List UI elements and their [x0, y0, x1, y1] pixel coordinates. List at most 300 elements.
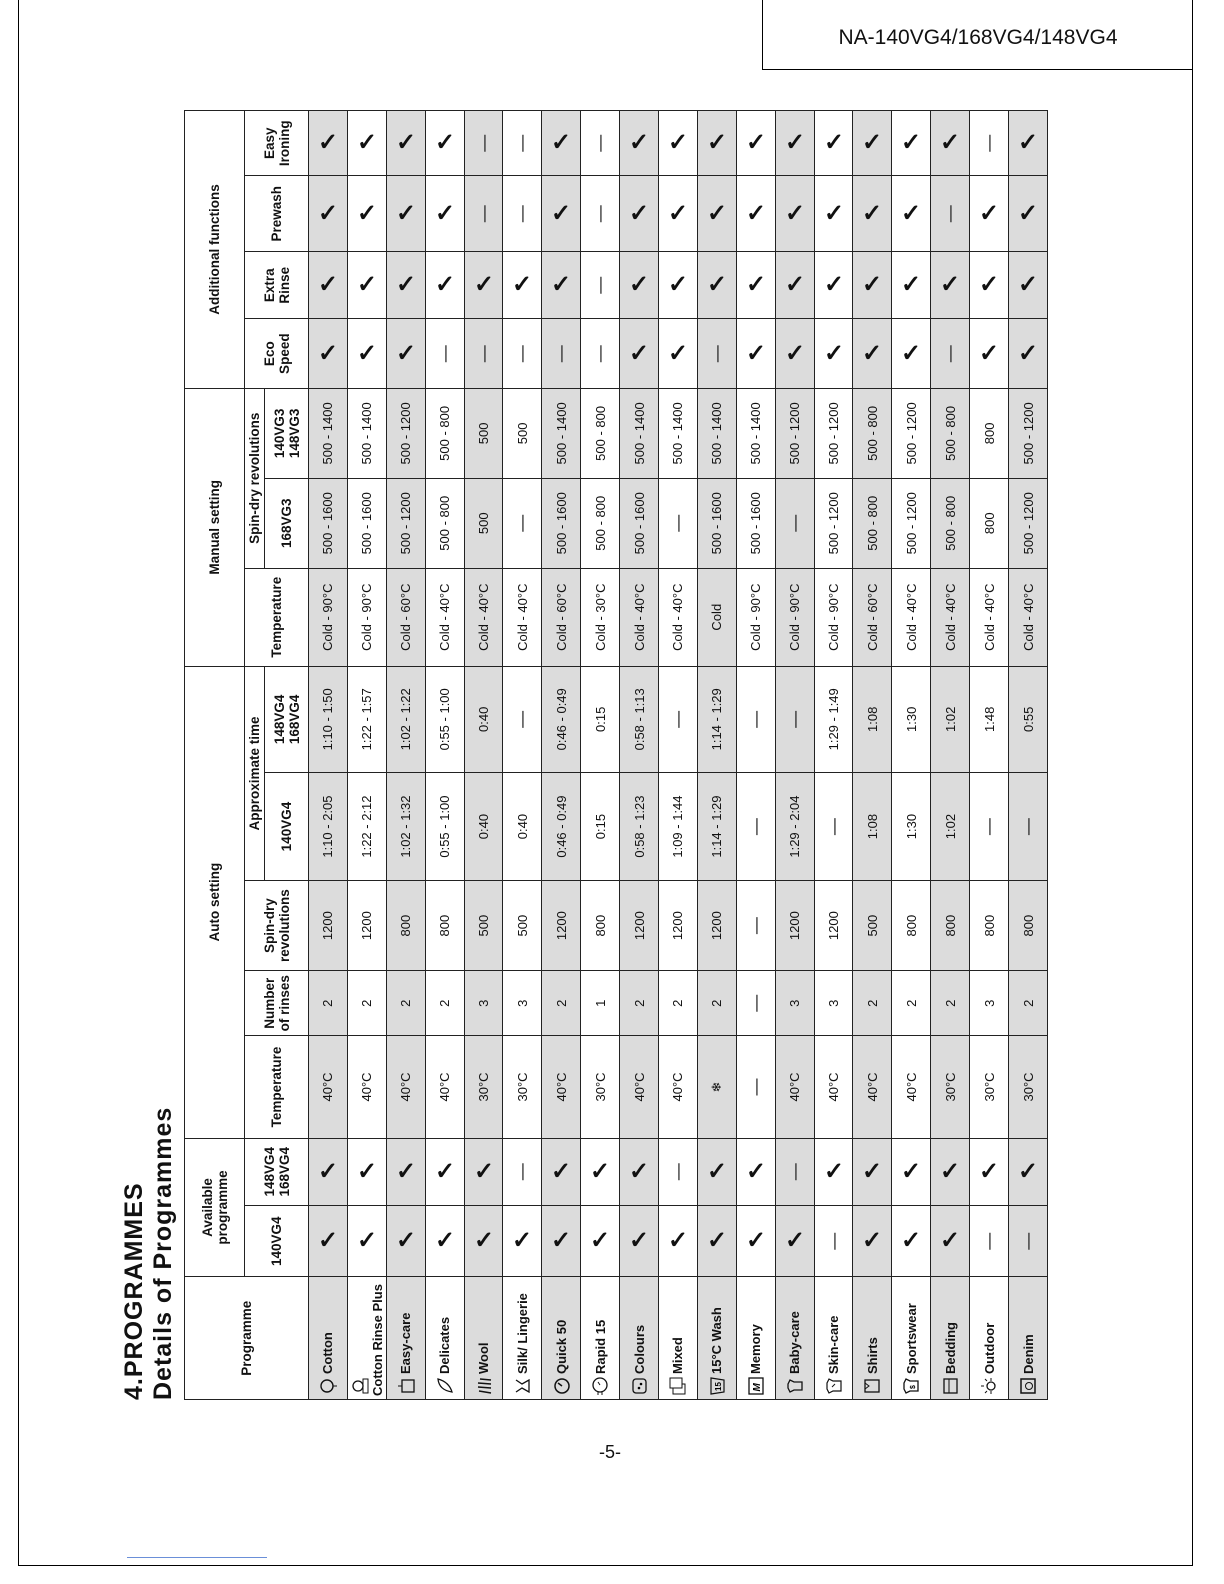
check-icon: ✓	[940, 271, 961, 299]
auto-temperature-value: 30°C	[592, 1072, 608, 1102]
eco-speed-cell	[464, 319, 503, 388]
check-icon: ✓	[862, 129, 883, 157]
prewash-cell	[347, 176, 386, 252]
easy-ironing-cell	[581, 111, 620, 176]
spin-168vg3-cell	[853, 478, 892, 568]
auto-temperature-value: 40°C	[903, 1072, 919, 1102]
avail-140vg4-cell	[542, 1205, 581, 1276]
auto-temperature-value: 40°C	[359, 1072, 375, 1102]
dash-mark: —	[745, 917, 765, 935]
check-icon: ✓	[784, 199, 805, 227]
dash-mark: —	[434, 345, 454, 363]
eco-speed-cell	[581, 319, 620, 388]
programme-name-cell	[425, 1277, 464, 1400]
programme-name: Silk/ Lingerie	[514, 1293, 530, 1374]
table-row	[931, 111, 970, 1400]
spin-140-148vg3-cell	[853, 388, 892, 478]
prewash-cell	[503, 176, 542, 252]
check-icon: ✓	[551, 1227, 572, 1255]
programme-name: 15°C Wash	[709, 1307, 725, 1374]
section-title: 4.PROGRAMMES	[120, 1182, 148, 1400]
prewash-cell	[1009, 176, 1048, 252]
manual-temperature-cell	[814, 568, 853, 666]
check-icon: ✓	[901, 1227, 922, 1255]
dash-mark: —	[512, 514, 532, 532]
time-148-168vg4-value: 1:22 - 1:57	[359, 688, 375, 751]
rinses-cell	[659, 971, 698, 1036]
header-approx-time: Approximate time	[245, 666, 265, 880]
programme-name-cell	[931, 1277, 970, 1400]
auto-spin-cell	[309, 881, 348, 971]
check-icon: ✓	[1017, 199, 1039, 227]
time-140vg4-cell	[775, 772, 814, 880]
spin-168vg3-value: 500 - 1600	[631, 492, 647, 555]
dash-mark: —	[979, 818, 999, 836]
prewash-cell	[814, 176, 853, 252]
header-spin: Spin-dry revolutions	[245, 881, 309, 971]
auto-temperature-value: 30°C	[514, 1072, 530, 1102]
dash-mark: —	[1018, 1232, 1038, 1250]
spin-168vg3-value: 500 - 1200	[1020, 492, 1036, 555]
avail-148-168vg4-cell	[775, 1138, 814, 1205]
check-icon: ✓	[823, 129, 844, 157]
prewash-cell	[386, 176, 425, 252]
check-icon: ✓	[434, 199, 455, 227]
spin-140-148vg3-value: 500 - 1200	[903, 402, 919, 465]
avail-140vg4-cell	[581, 1205, 620, 1276]
auto-temperature-cell	[775, 1036, 814, 1138]
check-icon: ✓	[512, 1227, 533, 1255]
header-temperature: Temperature	[245, 1036, 309, 1138]
spin-140-148vg3-value: 500 - 800	[437, 405, 453, 461]
check-icon: ✓	[356, 129, 377, 157]
auto-spin-value: 1200	[553, 911, 569, 941]
check-icon: ✓	[629, 1157, 650, 1185]
time-140vg4-cell	[425, 772, 464, 880]
avail-148-168vg4-cell	[542, 1138, 581, 1205]
check-icon: ✓	[317, 1157, 338, 1185]
dash-mark: —	[940, 205, 960, 223]
auto-spin-cell	[736, 881, 775, 971]
avail-148-168vg4-cell	[853, 1138, 892, 1205]
auto-temperature-value: 40°C	[826, 1072, 842, 1102]
extra-rinse-cell	[581, 252, 620, 319]
spin-168vg3-value: 500 - 1200	[398, 492, 414, 555]
auto-temperature-cell	[347, 1036, 386, 1138]
check-icon: ✓	[979, 1157, 1000, 1185]
easy-ironing-cell	[970, 111, 1009, 176]
manual-temperature-cell	[581, 568, 620, 666]
check-icon: ✓	[356, 1227, 377, 1255]
auto-spin-cell	[1009, 881, 1048, 971]
auto-temperature-cell	[386, 1036, 425, 1138]
spin-168vg3-value: 500 - 1600	[320, 492, 336, 555]
check-icon: ✓	[745, 199, 766, 227]
prewash-cell	[697, 176, 736, 252]
time-140vg4-cell	[464, 772, 503, 880]
spin-168vg3-value: 500 - 800	[437, 495, 453, 551]
auto-temperature-cell	[620, 1036, 659, 1138]
avail-140vg4-cell	[425, 1205, 464, 1276]
check-icon: ✓	[667, 339, 689, 367]
check-icon: ✓	[862, 339, 883, 367]
eco-speed-cell	[697, 319, 736, 388]
easy-ironing-cell	[620, 111, 659, 176]
extra-rinse-cell	[309, 252, 348, 319]
spin-140-148vg3-value: 500 - 1400	[553, 402, 569, 465]
easy-ironing-cell	[736, 111, 775, 176]
check-icon: ✓	[395, 339, 416, 367]
auto-spin-value: 500	[864, 914, 880, 937]
auto-spin-value: 800	[903, 914, 919, 937]
spin-168vg3-value: 500 - 800	[942, 495, 958, 551]
rinses-cell	[542, 971, 581, 1036]
rinses-cell	[1009, 971, 1048, 1036]
time-148-168vg4-cell	[736, 666, 775, 772]
programme-name: Mixed	[670, 1337, 686, 1374]
programme-name-cell	[853, 1277, 892, 1400]
auto-spin-cell	[853, 881, 892, 971]
check-icon: ✓	[901, 199, 922, 227]
rinses-value: 2	[553, 999, 569, 1007]
spin-140-148vg3-cell	[542, 388, 581, 478]
check-icon: ✓	[1017, 271, 1039, 299]
extra-rinse-cell	[503, 252, 542, 319]
rinses-cell	[464, 971, 503, 1036]
avail-140vg4-cell	[347, 1205, 386, 1276]
spin-168vg3-value: 500 - 800	[592, 495, 608, 551]
auto-spin-cell	[464, 881, 503, 971]
avail-148-168vg4-cell	[620, 1138, 659, 1205]
auto-temperature-value: 40°C	[398, 1072, 414, 1102]
spin-168vg3-cell	[386, 478, 425, 568]
check-icon: ✓	[745, 129, 766, 157]
programme-name: Delicates	[437, 1316, 453, 1374]
time-140vg4-value: 1:10 - 2:05	[320, 795, 336, 858]
auto-spin-cell	[697, 881, 736, 971]
manual-temperature-cell	[309, 568, 348, 666]
easy-ironing-cell	[853, 111, 892, 176]
wool-icon	[474, 1376, 494, 1396]
spin-168vg3-cell	[775, 478, 814, 568]
spin-168vg3-cell	[542, 478, 581, 568]
auto-temperature-cell	[814, 1036, 853, 1138]
time-148-168vg4-cell	[347, 666, 386, 772]
table-row	[620, 111, 659, 1400]
time-148-168vg4-cell	[542, 666, 581, 772]
rinses-value: 2	[670, 999, 686, 1007]
header-spin-140-148: 140VG3 148VG3	[265, 388, 309, 478]
check-icon: ✓	[356, 1157, 377, 1185]
easy-ironing-cell	[659, 111, 698, 176]
manual-temperature-value: Cold - 40°C	[670, 583, 686, 651]
check-icon: ✓	[667, 1227, 689, 1255]
programme-name-cell	[386, 1277, 425, 1400]
auto-temperature-cell	[542, 1036, 581, 1138]
spin-140-148vg3-value: 500	[514, 422, 530, 445]
time-148-168vg4-cell	[620, 666, 659, 772]
avail-140vg4-cell	[775, 1205, 814, 1276]
dash-mark: —	[590, 205, 610, 223]
auto-temperature-cell	[1009, 1036, 1048, 1138]
header-programme: Programme	[185, 1277, 309, 1400]
spin-168vg3-cell	[659, 478, 698, 568]
check-icon: ✓	[590, 1157, 611, 1185]
spin-168vg3-value: 500 - 1600	[359, 492, 375, 555]
check-icon: ✓	[706, 129, 727, 157]
dash-mark: —	[590, 276, 610, 294]
time-140vg4-value: 0:55 - 1:00	[437, 795, 453, 858]
programme-name: Denim	[1020, 1334, 1036, 1374]
programme-name-cell	[775, 1277, 814, 1400]
auto-spin-cell	[542, 881, 581, 971]
dash-mark: —	[1018, 818, 1038, 836]
auto-temperature-value: 40°C	[320, 1072, 336, 1102]
avail-148-168vg4-cell	[503, 1138, 542, 1205]
manual-temperature-value: Cold - 90°C	[320, 583, 336, 651]
manual-temperature-cell	[347, 568, 386, 666]
time-148-168vg4-value: 1:30	[903, 706, 919, 732]
time-140vg4-cell	[659, 772, 698, 880]
manual-temperature-value: Cold - 60°C	[553, 583, 569, 651]
dash-mark: —	[667, 710, 687, 728]
dash-mark: —	[745, 1078, 765, 1096]
programme-table	[184, 110, 1048, 1400]
easy-ironing-cell	[814, 111, 853, 176]
time-148-168vg4-value: 0:55 - 1:00	[437, 688, 453, 751]
dash-mark: —	[940, 345, 960, 363]
time-140vg4-value: 1:09 - 1:44	[670, 795, 686, 858]
time-140vg4-value: 1:30	[903, 813, 919, 840]
check-icon: ✓	[395, 271, 416, 299]
dash-mark: —	[512, 1163, 532, 1181]
avail-148-168vg4-cell	[309, 1138, 348, 1205]
eco-speed-cell	[659, 319, 698, 388]
dash-mark: —	[512, 710, 532, 728]
dash-mark: —	[784, 514, 804, 532]
check-icon: ✓	[667, 271, 689, 299]
rinses-cell	[425, 971, 464, 1036]
time-148-168vg4-value: 1:02	[942, 706, 958, 732]
check-icon: ✓	[745, 1157, 766, 1185]
auto-spin-value: 1200	[826, 911, 842, 941]
spin-168vg3-cell	[347, 478, 386, 568]
spin-168vg3-cell	[425, 478, 464, 568]
extra-rinse-cell	[970, 252, 1009, 319]
spin-140-148vg3-value: 500 - 800	[592, 405, 608, 461]
auto-temperature-value: 40°C	[670, 1072, 686, 1102]
rinses-value: 2	[398, 999, 414, 1007]
programme-name: Sportswear	[903, 1303, 919, 1374]
extra-rinse-cell	[425, 252, 464, 319]
spin-140-148vg3-cell	[425, 388, 464, 478]
rinses-cell	[931, 971, 970, 1036]
quick-50-icon	[551, 1376, 571, 1396]
time-140vg4-value: 1:02	[942, 813, 958, 840]
rinses-value: 3	[514, 999, 530, 1007]
rinses-cell	[775, 971, 814, 1036]
time-148-168vg4-cell	[309, 666, 348, 772]
spin-140-148vg3-cell	[659, 388, 698, 478]
time-148-168vg4-cell	[931, 666, 970, 772]
check-icon: ✓	[745, 1227, 766, 1255]
eco-speed-cell	[736, 319, 775, 388]
prewash-cell	[581, 176, 620, 252]
avail-148-168vg4-cell	[464, 1138, 503, 1205]
manual-temperature-value: Cold - 40°C	[631, 583, 647, 651]
auto-temperature-cell	[581, 1036, 620, 1138]
header-available-programme: Available programme	[185, 1138, 245, 1277]
dash-mark: —	[551, 345, 571, 363]
programme-name: Bedding	[942, 1322, 958, 1374]
check-icon: ✓	[473, 1157, 494, 1185]
spin-140-148vg3-cell	[970, 388, 1009, 478]
programme-name-cell	[503, 1277, 542, 1400]
spin-140-148vg3-value: 800	[981, 422, 997, 445]
auto-temperature-value: 40°C	[631, 1072, 647, 1102]
auto-spin-value: 500	[476, 914, 491, 937]
spin-168vg3-value: 500 - 1600	[553, 492, 569, 555]
spin-168vg3-value: 500 - 1200	[903, 492, 919, 555]
svg-text:15: 15	[713, 1382, 723, 1391]
check-icon: ✓	[1017, 129, 1039, 157]
check-icon: ✓	[551, 271, 572, 299]
rinses-value: 2	[320, 999, 336, 1007]
time-140vg4-cell	[309, 772, 348, 880]
spin-140-148vg3-cell	[464, 388, 503, 478]
check-icon: ✓	[395, 1227, 416, 1255]
mixed-icon	[668, 1376, 688, 1396]
spin-140-148vg3-value: 500 - 1200	[787, 402, 803, 465]
time-148-168vg4-cell	[1009, 666, 1048, 772]
manual-temperature-value: Cold - 90°C	[826, 583, 842, 651]
manual-temperature-value: Cold - 40°C	[942, 583, 958, 651]
time-140vg4-cell	[1009, 772, 1048, 880]
check-icon: ✓	[317, 271, 338, 299]
check-icon: ✓	[862, 1227, 883, 1255]
check-icon: ✓	[667, 129, 689, 157]
auto-temperature-value: 30°C	[476, 1072, 491, 1102]
auto-spin-cell	[386, 881, 425, 971]
programme-table-rotated	[184, 110, 1048, 1400]
auto-spin-cell	[931, 881, 970, 971]
time-148-168vg4-value: 0:58 - 1:13	[631, 688, 647, 751]
avail-140vg4-cell	[892, 1205, 931, 1276]
avail-140vg4-cell	[309, 1205, 348, 1276]
eco-speed-cell	[814, 319, 853, 388]
easy-ironing-cell	[931, 111, 970, 176]
programme-name: Baby-care	[787, 1311, 803, 1374]
auto-temperature-cell	[970, 1036, 1009, 1138]
avail-140vg4-cell	[659, 1205, 698, 1276]
prewash-cell	[736, 176, 775, 252]
auto-spin-value: 1200	[709, 911, 725, 941]
programme-name-cell	[309, 1277, 348, 1400]
avail-148-168vg4-cell	[581, 1138, 620, 1205]
avail-148-168vg4-cell	[892, 1138, 931, 1205]
programme-name: Shirts	[864, 1337, 880, 1374]
manual-temperature-cell	[542, 568, 581, 666]
avail-140vg4-cell	[853, 1205, 892, 1276]
manual-temperature-cell	[697, 568, 736, 666]
easy-ironing-cell	[425, 111, 464, 176]
time-140vg4-value: 1:22 - 2:12	[359, 795, 375, 858]
spin-140-148vg3-cell	[814, 388, 853, 478]
eco-speed-cell	[931, 319, 970, 388]
check-icon: ✓	[823, 1157, 844, 1185]
avail-140vg4-cell	[386, 1205, 425, 1276]
easy-ironing-cell	[542, 111, 581, 176]
check-icon: ✓	[862, 199, 883, 227]
extra-rinse-cell	[542, 252, 581, 319]
spin-168vg3-cell	[464, 478, 503, 568]
avail-148-168vg4-cell	[970, 1138, 1009, 1205]
spin-140-148vg3-cell	[892, 388, 931, 478]
easy-ironing-cell	[775, 111, 814, 176]
time-148-168vg4-cell	[697, 666, 736, 772]
rapid-15-icon	[590, 1376, 610, 1396]
time-148-168vg4-cell	[659, 666, 698, 772]
manual-temperature-cell	[1009, 568, 1048, 666]
manual-temperature-cell	[736, 568, 775, 666]
time-140vg4-value: 0:40	[514, 813, 530, 840]
time-140vg4-cell	[814, 772, 853, 880]
cotton-icon	[318, 1376, 338, 1396]
auto-spin-cell	[970, 881, 1009, 971]
spin-140-148vg3-cell	[736, 388, 775, 478]
spin-140-148vg3-value: 500	[476, 422, 491, 445]
manual-temperature-cell	[892, 568, 931, 666]
skin-care-icon	[824, 1376, 844, 1396]
auto-temperature-cell	[503, 1036, 542, 1138]
spin-140-148vg3-cell	[503, 388, 542, 478]
easy-care-icon	[396, 1376, 416, 1396]
auto-spin-value: 800	[942, 914, 958, 937]
check-icon: ✓	[784, 129, 805, 157]
time-140vg4-value: 0:40	[476, 813, 491, 840]
section-subtitle: Details of Programmes	[149, 1106, 177, 1400]
avail-140vg4-cell	[736, 1205, 775, 1276]
dash-mark: —	[745, 818, 765, 836]
eco-speed-cell	[386, 319, 425, 388]
time-140vg4-value: 0:15	[592, 813, 608, 840]
time-140vg4-value: 1:14 - 1:29	[709, 795, 725, 858]
time-148-168vg4-value: 0:55	[1020, 706, 1036, 732]
manual-temperature-cell	[620, 568, 659, 666]
header-manual-setting: Manual setting	[185, 388, 245, 666]
check-icon: ✓	[862, 271, 883, 299]
avail-140vg4-cell	[1009, 1205, 1048, 1276]
manual-temperature-cell	[503, 568, 542, 666]
check-icon: ✓	[706, 1227, 727, 1255]
prewash-cell	[620, 176, 659, 252]
check-icon: ✓	[901, 339, 922, 367]
check-icon: ✓	[590, 1227, 611, 1255]
shirts-icon	[862, 1376, 882, 1396]
header-avail-140: 140VG4	[245, 1205, 309, 1276]
check-icon: ✓	[629, 339, 650, 367]
eco-speed-cell	[425, 319, 464, 388]
check-icon: ✓	[356, 339, 377, 367]
manual-temperature-value: Cold - 40°C	[514, 583, 530, 651]
check-icon: ✓	[784, 271, 805, 299]
rinses-cell	[970, 971, 1009, 1036]
table-row	[425, 111, 464, 1400]
check-icon: ✓	[395, 1157, 416, 1185]
auto-spin-value: 1200	[670, 911, 686, 941]
programme-name-cell	[542, 1277, 581, 1400]
auto-temperature-value: 40°C	[787, 1072, 803, 1102]
